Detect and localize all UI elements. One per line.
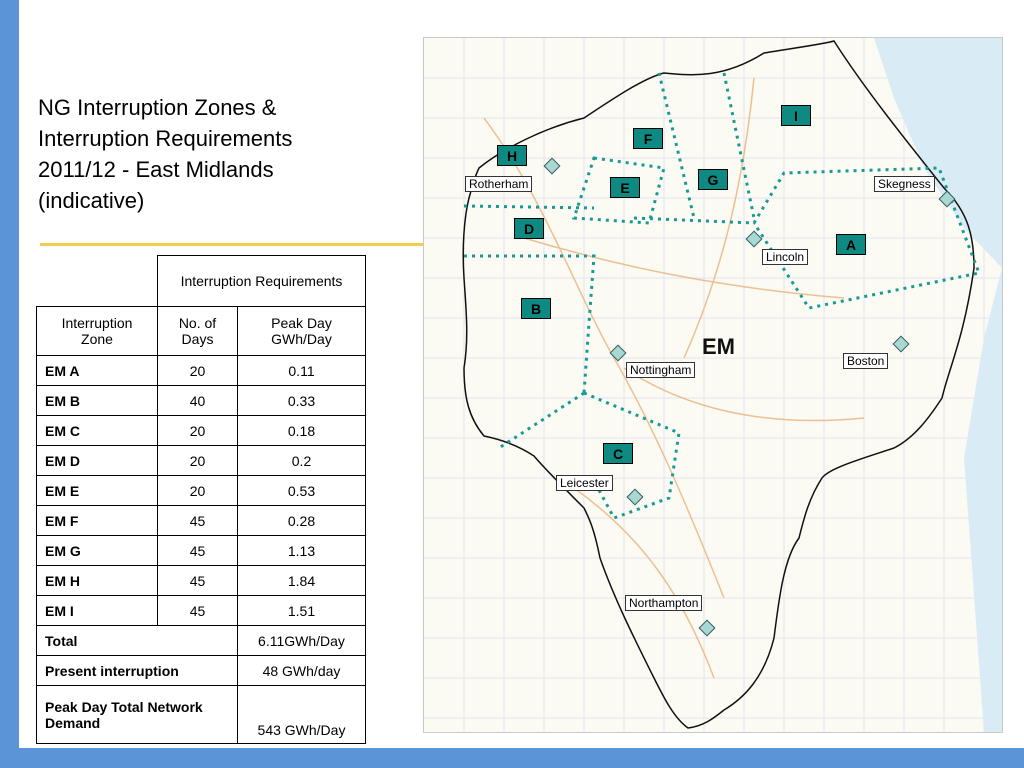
total-row (37, 626, 366, 656)
table-row (37, 506, 366, 536)
table-row (37, 566, 366, 596)
zone-cell: EM D (37, 446, 158, 476)
present-interruption-value: 48 GWh/day (238, 656, 366, 686)
days-cell: 20 (158, 416, 238, 446)
interruption-requirements-table (36, 255, 366, 744)
left-accent-bar (0, 0, 19, 768)
title-line-3: 2011/12 - East Midlands (38, 157, 274, 182)
days-cell: 20 (158, 476, 238, 506)
table-row (37, 386, 366, 416)
group-header: Interruption Requirements (158, 256, 366, 307)
zone-label-e: E (610, 177, 640, 198)
network-demand-label: Peak Day Total Network Demand (37, 686, 238, 744)
days-cell: 45 (158, 506, 238, 536)
peak-cell: 0.28 (238, 506, 366, 536)
total-value: 6.11GWh/Day (238, 626, 366, 656)
zone-cell: EM B (37, 386, 158, 416)
zone-label-i: I (781, 105, 811, 126)
east-midlands-map (423, 37, 1003, 733)
peak-cell: 0.53 (238, 476, 366, 506)
days-cell: 45 (158, 566, 238, 596)
network-demand-value: 543 GWh/Day (238, 686, 366, 744)
zone-label-b: B (521, 298, 551, 319)
zone-boundary-hd (464, 206, 594, 208)
table-row (37, 596, 366, 626)
title-line-1: NG Interruption Zones & (38, 95, 277, 120)
zone-label-g: G (698, 169, 728, 190)
present-interruption-label: Present interruption (37, 656, 238, 686)
col-header-zone: Interruption Zone (37, 307, 158, 356)
peak-cell: 0.33 (238, 386, 366, 416)
town-label-northampton: Northampton (625, 595, 702, 611)
col-header-peak: Peak Day GWh/Day (238, 307, 366, 356)
days-cell: 40 (158, 386, 238, 416)
town-label-boston: Boston (843, 353, 888, 369)
group-header-row (37, 256, 366, 307)
days-cell: 45 (158, 536, 238, 566)
table-row (37, 416, 366, 446)
title-line-4: (indicative) (38, 188, 145, 213)
zone-cell: EM I (37, 596, 158, 626)
zone-cell: EM A (37, 356, 158, 386)
peak-cell: 1.51 (238, 596, 366, 626)
network-demand-row (37, 686, 366, 744)
bottom-accent-bar (0, 748, 1024, 768)
town-label-leicester: Leicester (556, 475, 613, 491)
region-label: EM (702, 334, 735, 359)
col-header-days: No. of Days (158, 307, 238, 356)
present-interruption-row (37, 656, 366, 686)
days-cell: 20 (158, 356, 238, 386)
zone-boundaries (464, 73, 979, 518)
days-cell: 20 (158, 446, 238, 476)
zone-cell: EM H (37, 566, 158, 596)
zone-boundary-db (464, 256, 594, 393)
zone-cell: EM E (37, 476, 158, 506)
zone-label-f: F (633, 128, 663, 149)
peak-cell: 0.11 (238, 356, 366, 386)
table-row (37, 536, 366, 566)
title-line-2: Interruption Requirements (38, 126, 293, 151)
table-row (37, 356, 366, 386)
zone-label-c: C (603, 443, 633, 464)
town-label-rotherham: Rotherham (465, 176, 532, 192)
peak-cell: 0.2 (238, 446, 366, 476)
sea-area (874, 38, 1002, 732)
zone-boundary-i-east (724, 73, 754, 218)
town-label-nottingham: Nottingham (626, 362, 695, 378)
town-label-lincoln: Lincoln (762, 249, 808, 265)
peak-cell: 1.84 (238, 566, 366, 596)
column-header-row (37, 307, 366, 356)
roads (484, 78, 864, 678)
table-row (37, 476, 366, 506)
town-label-skegness: Skegness (874, 176, 935, 192)
zone-boundary-b-west (499, 393, 584, 448)
peak-cell: 0.18 (238, 416, 366, 446)
slide-title (38, 92, 358, 216)
days-cell: 45 (158, 596, 238, 626)
zone-label-h: H (497, 145, 527, 166)
zone-label-d: D (514, 218, 544, 239)
zone-cell: EM C (37, 416, 158, 446)
zone-label-a: A (836, 234, 866, 255)
region-boundary (463, 41, 974, 728)
table-row (37, 446, 366, 476)
zone-cell: EM F (37, 506, 158, 536)
total-label: Total (37, 626, 238, 656)
zone-cell: EM G (37, 536, 158, 566)
peak-cell: 1.13 (238, 536, 366, 566)
blank-corner-cell (37, 256, 158, 307)
